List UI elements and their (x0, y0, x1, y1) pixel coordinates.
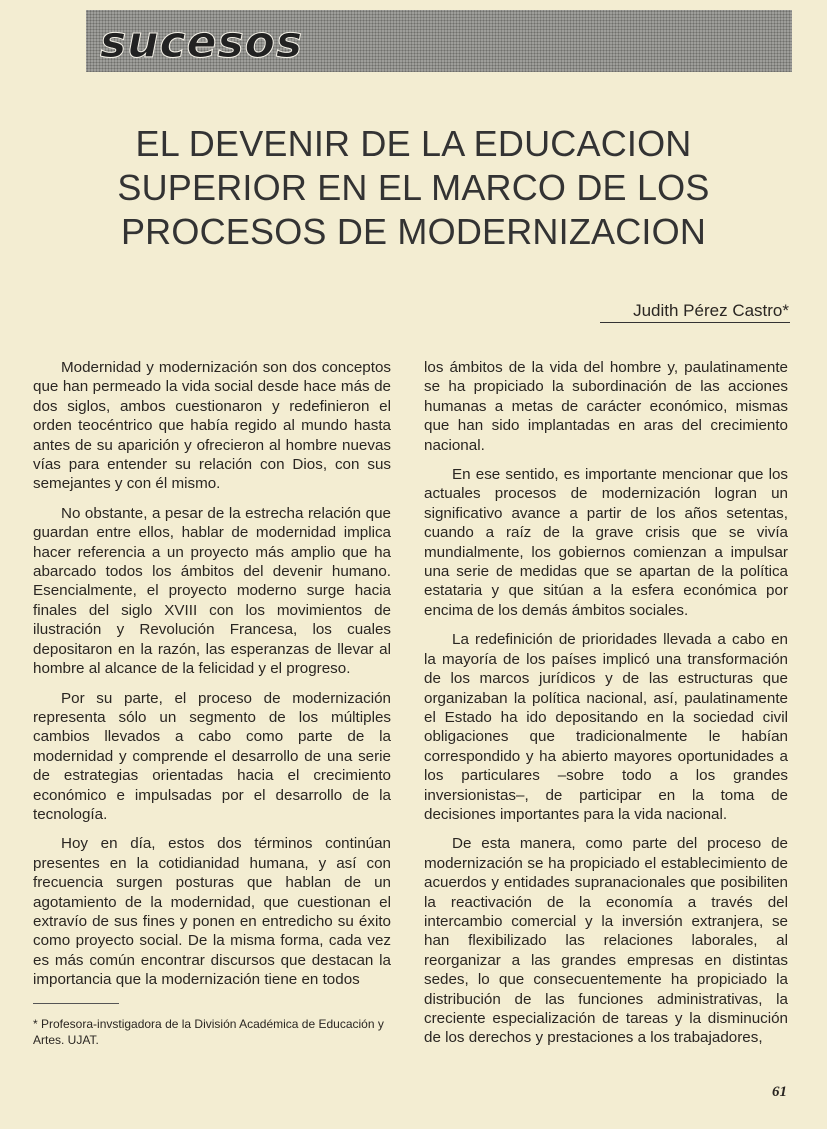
left-column (33, 358, 391, 1000)
paragraph: Modernidad y modernización son dos conceptos que han permeado la vida social desde hace más de dos siglos, ambos cuestionaron y redefinieron el orden teocéntrico que había regido al mundo hasta antes de su aparición y ofrecieron al hombre nuevas vías para entender su relación con Dios, con sus semejantes y con él mismo. (33, 359, 391, 493)
paragraph: De esta manera, como parte del proceso de modernización se ha propiciado el establecimiento de acuerdos y entidades supranacionales que posibiliten la reactivación de la economía a través del intercambio comercial y la inversión extranjera, se han flexibilizado las relaciones laborales, al reorganizar a las grandes empresas en distintas sedes, lo que consecuentemente ha propiciado la distribución de las funciones administrativas, la creciente especialización de tareas y la disminución de los derechos y prestaciones a los trabajadores, (424, 835, 788, 1047)
paragraph: Por su parte, el proceso de modernización representa sólo un segmento de los múltiples cambios llevados a cabo como parte de la modernidad y comprende el desarrollo de una serie de estrategias orientadas hacia el crecimiento económico e impulsadas por el desarrollo de la tecnología. (33, 689, 391, 823)
author-name: Judith Pérez Castro* (633, 301, 789, 320)
section-label: sucesos (100, 17, 304, 68)
title-line: PROCESOS DE MODERNIZACION (120, 211, 707, 252)
footnote-divider (33, 1003, 119, 1004)
paragraph: Hoy en día, estos dos términos continúan presentes en la cotidianidad humana, y así con frecuencia surgen posturas que hablan de un agotamiento de la modernidad, que cuestionan el extravío de sus fines y ponen en entredicho su éxito como proyecto social. De la misma forma, cada vez es más común encontrar discursos que destacan la importancia que la modernización tiene en todos (33, 835, 391, 989)
title-line: SUPERIOR EN EL MARCO DE LOS (117, 167, 710, 208)
author-underline (600, 322, 790, 323)
article-title (40, 122, 787, 254)
paragraph: No obstante, a pesar de la estrecha relación que guardan entre ellos, hablar de modernidad implica hacer referencia a un proyecto más amplio que ha abarcado todos los ámbitos del devenir humano. Esencialmente, el proyecto moderno surge hacia finales del siglo XVIII con los movimientos de ilustración y Revolución Francesa, los cuales depositaron en la razón, las esperanzas de llevar al hombre al alcance de la felicidad y el progreso. (33, 504, 391, 678)
footnote: * Profesora-invstigadora de la División Académica de Educación y Artes. UJAT. (33, 1017, 384, 1047)
title-line: EL DEVENIR DE LA EDUCACION (135, 123, 692, 164)
right-column (424, 358, 788, 1058)
paragraph: La redefinición de prioridades llevada a cabo en la mayoría de los países implicó una transformación de los marcos jurídicos y de las estructuras que organizaban la política nacional, así, paulatinamente el Estado ha ido depositando en la sociedad civil obligaciones que tradicionalmente le habían correspondido y ha abierto mayores oportunidades a los particulares –sobre todo a los grandes inversionistas–, de participar en la toma de decisiones importantes para la vida nacional. (424, 631, 788, 823)
page-number: 61 (772, 1084, 787, 1100)
paragraph: En ese sentido, es importante mencionar que los actuales procesos de modernización logran un significativo avance a partir de los años setentas, cuando a raíz de la grave crisis que se vivía mundialmente, los gobiernos comienzan a impulsar una serie de medidas que se apartan de la política estataria y que sitúan a la esfera económica por encima de los demás ámbitos sociales. (424, 466, 788, 619)
paragraph-continuation: los ámbitos de la vida del hombre y, paulatinamente se ha propiciado la subordinación de las acciones humanas a metas de carácter económico, mismas que han sido implantadas en aras del crecimiento nacional. (424, 359, 788, 454)
